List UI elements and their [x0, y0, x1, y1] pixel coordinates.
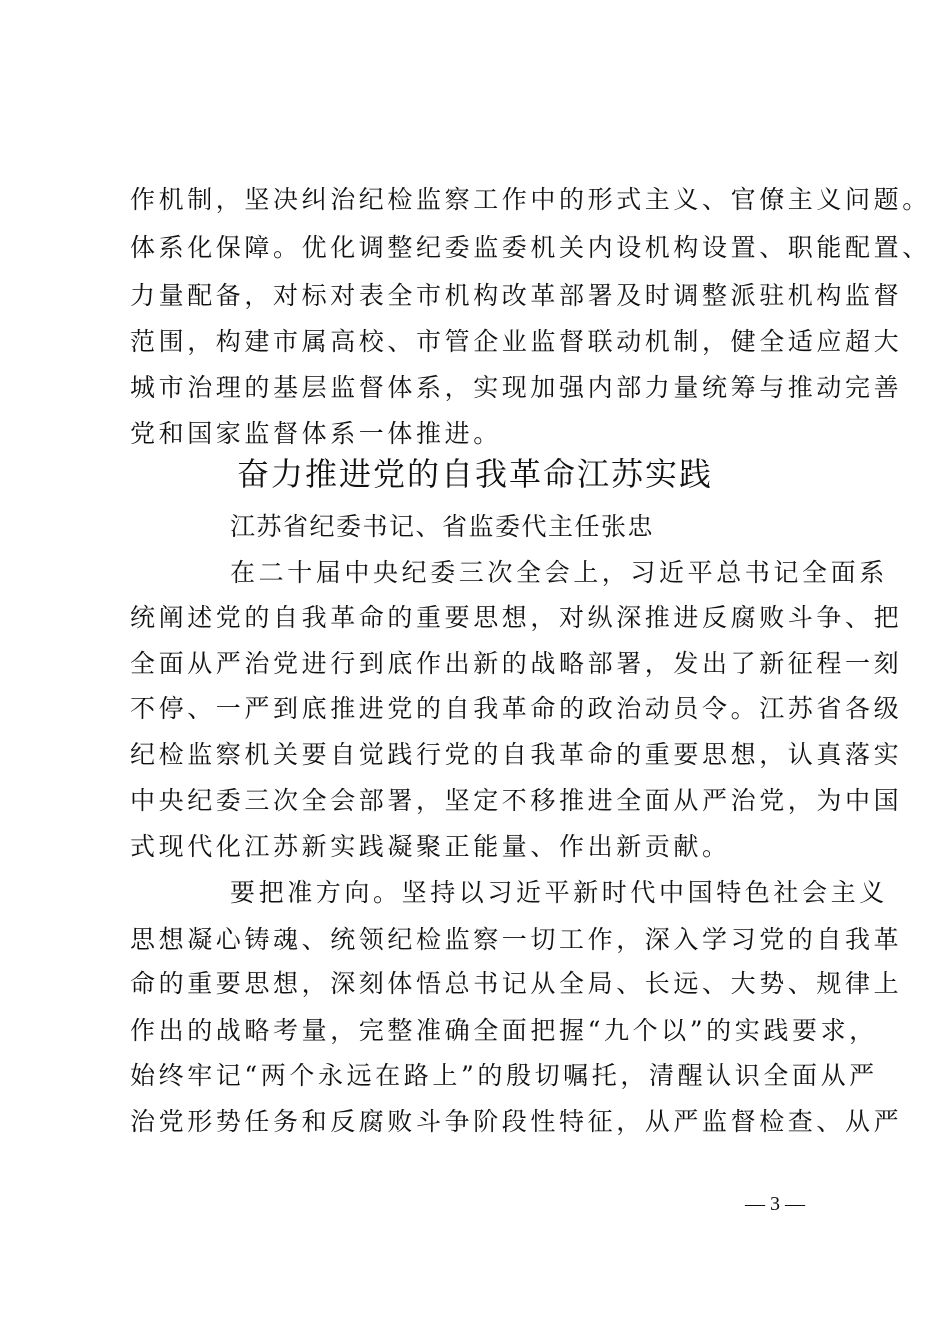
text-line: 不停、一严到底推进党的自我革命的政治动员令。江苏省各级 — [130, 694, 903, 723]
text-line: 城市治理的基层监督体系，实现加强内部力量统筹与推动完善 — [130, 373, 903, 402]
text-line: 在二十届中央纪委三次全会上，习近平总书记全面系 — [230, 558, 888, 587]
text-line: 作机制，坚决纠治纪检监察工作中的形式主义、官僚主义问题。 — [130, 185, 931, 214]
text-line: 命的重要思想，深刻体悟总书记从全局、长远、大势、规律上 — [130, 969, 903, 998]
article-byline: 江苏省纪委书记、省监委代主任张忠 — [230, 512, 655, 541]
text-line: 思想凝心铸魂、统领纪检监察一切工作，深入学习党的自我革 — [130, 925, 903, 954]
text-line: 统阐述党的自我革命的重要思想，对纵深推进反腐败斗争、把 — [130, 603, 903, 632]
text-line: 要把准方向。坚持以习近平新时代中国特色社会主义 — [230, 878, 888, 907]
text-line: 党和国家监督体系一体推进。 — [130, 419, 502, 448]
text-line: 治党形势任务和反腐败斗争阶段性特征，从严监督检查、从严 — [130, 1107, 903, 1136]
text-line: 纪检监察机关要自觉践行党的自我革命的重要思想，认真落实 — [130, 740, 903, 769]
text-line: 范围，构建市属高校、市管企业监督联动机制，健全适应超大 — [130, 327, 903, 356]
text-line: 力量配备，对标对表全市机构改革部署及时调整派驻机构监督 — [130, 281, 903, 310]
text-line: 中央纪委三次全会部署，坚定不移推进全面从严治党，为中国 — [130, 786, 903, 815]
text-line: 体系化保障。优化调整纪委监委机关内设机构设置、职能配置、 — [130, 233, 931, 262]
text-line: 式现代化江苏新实践凝聚正能量、作出新贡献。 — [130, 832, 731, 861]
article-title: 奋力推进党的自我革命江苏实践 — [236, 455, 713, 493]
page-number: — 3 — — [745, 1193, 805, 1215]
text-line: 全面从严治党进行到底作出新的战略部署，发出了新征程一刻 — [130, 649, 903, 678]
text-line: 作出的战略考量，完整准确全面把握“九个以”的实践要求， — [130, 1016, 878, 1045]
text-line: 始终牢记“两个永远在路上”的殷切嘱托，清醒认识全面从严 — [130, 1061, 878, 1090]
